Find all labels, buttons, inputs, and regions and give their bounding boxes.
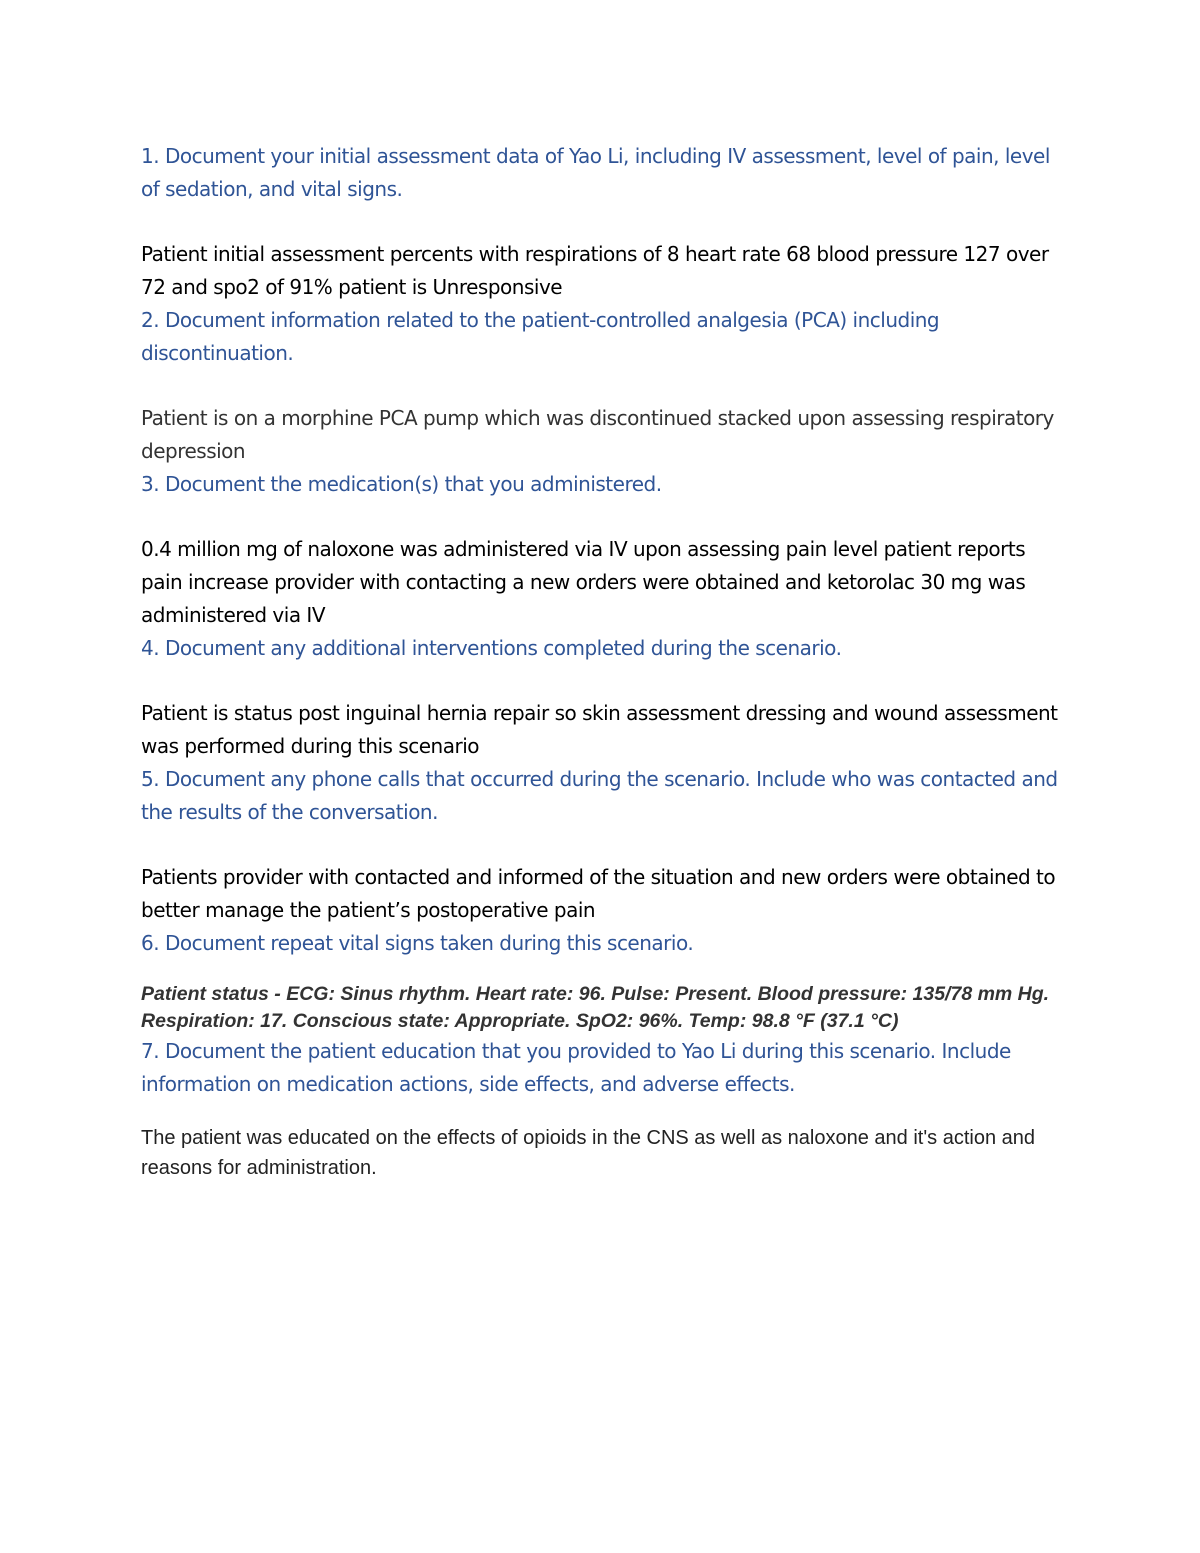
answer-2: Patient is on a morphine PCA pump which was discontinued stacked upon assessing respiratory depression [141,406,1054,463]
answer-5: Patients provider with contacted and informed of the situation and new orders were obtained to better manage the patient’s postoperative pain [141,865,1056,922]
answer-1: Patient initial assessment percents with respirations of 8 heart rate 68 blood pressure 127 over 72 and spo2 of 91% patient is Unresponsive [141,242,1049,299]
question-7: 7. Document the patient education that you provided to Yao Li during this scenario. Include information on medication actions, side effects, and adverse effects. [141,1039,1011,1096]
question-4: 4. Document any additional interventions completed during the scenario. [141,636,842,660]
question-1: 1. Document your initial assessment data of Yao Li, including IV assessment, level of pain, level of sedation, and vital signs. [141,144,1050,201]
answer-4: Patient is status post inguinal hernia repair so skin assessment dressing and wound assessment was performed during this scenario [141,701,1058,758]
question-6: 6. Document repeat vital signs taken during this scenario. [141,931,694,955]
answer-6-vital-signs: Patient status - ECG: Sinus rhythm. Heart rate: 96. Pulse: Present. Blood pressure: 135/78 mm Hg. Respiration: 17. Conscious state: Appropriate. SpO2: 96%. Temp: 98.8 °F (37.1 °C) [141,983,1050,1032]
answer-3: 0.4 million mg of naloxone was administered via IV upon assessing pain level patient reports pain increase provider with contacting a new orders were obtained and ketorolac 30 mg was administered via IV [141,537,1026,627]
question-5: 5. Document any phone calls that occurred during the scenario. Include who was contacted and the results of the conversation. [141,767,1058,824]
question-3: 3. Document the medication(s) that you administered. [141,472,662,496]
answer-7: The patient was educated on the effects of opioids in the CNS as well as naloxone and it's action and reasons for administration. [141,1127,1036,1179]
question-2: 2. Document information related to the patient-controlled analgesia (PCA) including discontinuation. [141,308,940,365]
document-page [141,140,1061,1183]
